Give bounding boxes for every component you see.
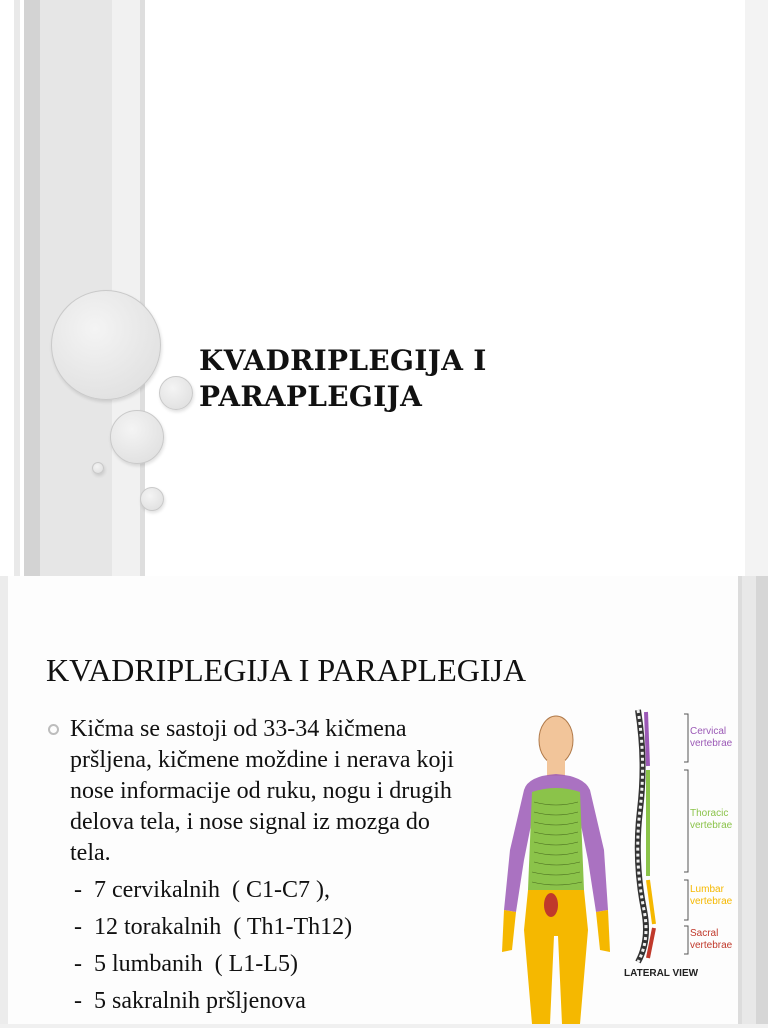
decor-stripe — [40, 0, 112, 576]
sub-item: - 5 lumbanih ( L1-L5) — [74, 951, 298, 977]
sub-item: - 7 cervikalnih ( C1-C7 ), — [74, 877, 330, 903]
bullet-ring-icon — [48, 724, 59, 735]
bullet-item — [48, 714, 468, 869]
decor-circle — [140, 487, 164, 511]
lateral-view-label: LATERAL VIEW — [624, 968, 699, 979]
sub-item: - 12 torakalnih ( Th1-Th12) — [74, 914, 353, 940]
dermatome-diagram — [488, 700, 748, 1024]
slide-title-line: KVADRIPLEGIJA I — [199, 344, 487, 377]
decor-stripe — [112, 0, 140, 576]
cervical-label: Cervical vertebrae — [690, 726, 733, 749]
decor-stripe — [756, 576, 768, 1024]
decor-circle — [51, 290, 161, 400]
thoracic-label: Thoracic vertebrae — [690, 808, 733, 831]
decor-stripe — [745, 0, 768, 576]
decor-stripe — [0, 576, 8, 1024]
decor-circle — [110, 410, 164, 464]
dermatome-figure — [488, 700, 748, 1024]
decor-circle — [92, 462, 104, 474]
bullet-list — [48, 714, 468, 1017]
spine-column — [638, 710, 688, 962]
slide-title — [199, 343, 487, 415]
lumbar-label: Lumbar vertebrae — [690, 884, 733, 907]
cervical-label-text: Cervical — [690, 726, 727, 737]
decor-stripe — [24, 0, 40, 576]
sacral-label: Sacral vertebrae — [690, 928, 733, 951]
slide-title-line: PARAPLEGIJA — [199, 380, 423, 413]
bullet-text: Kičma se sastoji od 33-34 kičmena pršljena, kičmene moždine i nerava koji nose informacije od ruku, nogu i drugih delova tela, i nose signal iz mozga do tela. — [70, 716, 454, 866]
content-title: KVADRIPLEGIJA I PARAPLEGIJA — [46, 652, 527, 688]
decor-stripe — [14, 0, 20, 576]
decor-circle — [159, 376, 193, 410]
sub-item: - 5 sakralnih pršljenova — [74, 988, 306, 1014]
body-silhouette — [502, 716, 610, 1024]
